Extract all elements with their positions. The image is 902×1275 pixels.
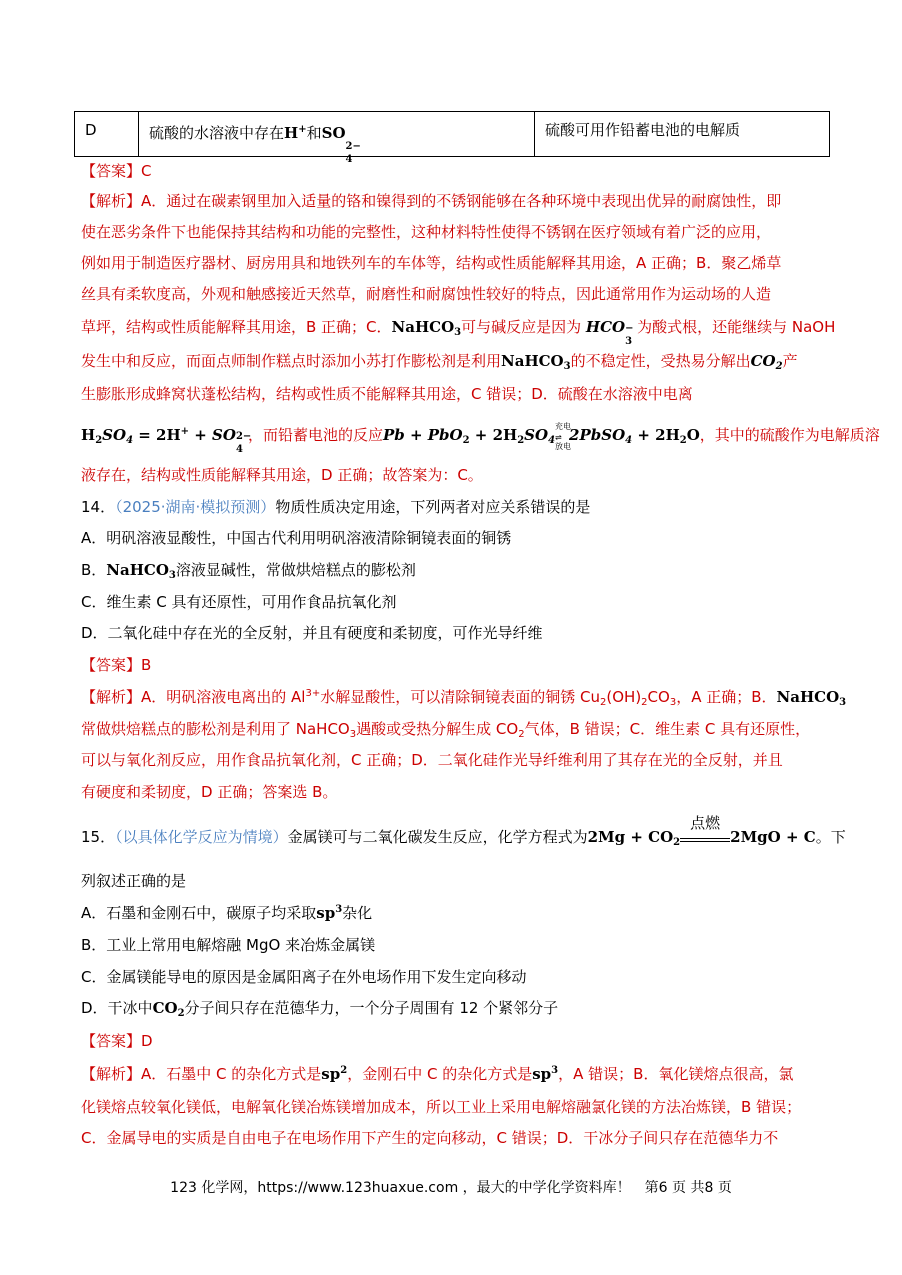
table-cell-use: 硫酸可用作铅蓄电池的电解质 [545, 121, 741, 139]
analysis-line: 化镁熔点较氧化镁低，电解氧化镁冶炼镁增加成本，所以工业上采用电解熔融氯化镁的方法冶炼镁，B 错误； [81, 1098, 802, 1116]
subscript: 2 [95, 435, 103, 446]
analysis-text: A．通过在碳素钢里加入适量的铬和镍得到的不锈钢能够在各种环境中表现出优异的耐腐蚀性，即 [141, 192, 782, 210]
analysis-line: C．金属导电的实质是自由电子在电场作用下产生的定向移动，C 错误；D．干冰分子间只存在范德华力不 [81, 1129, 779, 1147]
option-text: 溶液显碱性，常做烘焙糕点的膨松剂 [175, 561, 416, 579]
subscript: 4 [235, 444, 243, 455]
option-d [81, 997, 558, 1019]
option-text: 分子间只存在范德华力，一个分子周围有 12 个紧邻分子 [184, 999, 559, 1017]
analysis-text: 气体，B 错误；C．维生素 C 具有还原性， [524, 720, 811, 738]
question-15-stem [81, 814, 846, 848]
equation-lead-battery [382, 422, 700, 451]
subscript: 2 [641, 697, 648, 708]
option-a [81, 902, 372, 923]
question-number: 14． [81, 498, 116, 516]
question-14-stem [81, 496, 590, 517]
analysis-text: ，其中的硫酸作为电解质溶 [699, 426, 880, 444]
analysis-line [81, 1063, 793, 1084]
subscript: 4 [345, 154, 353, 165]
charge: + [180, 426, 190, 437]
charge: − [625, 323, 634, 334]
analysis-text: 的不稳定性，受热易分解出 [570, 352, 751, 370]
analysis-text: (OH) [606, 688, 642, 706]
analysis-text: ，金刚石中 C 的杂化方式是 [347, 1065, 533, 1083]
charge: 2− [235, 431, 252, 442]
formula-so4: SO [321, 124, 346, 142]
subscript: 4 [548, 435, 556, 446]
answer-line [81, 654, 151, 675]
eq-part: O [686, 426, 700, 444]
subscript: 2 [679, 435, 687, 446]
formula-sp2: sp [321, 1065, 341, 1083]
subscript: 3 [839, 697, 847, 708]
analysis-line [81, 422, 880, 455]
superscript: 3 [335, 904, 343, 915]
eq-part: SO [102, 426, 127, 444]
formula-nahco3: NaHCO [391, 318, 455, 336]
eq-part: 2Mg + CO [587, 828, 674, 846]
subscript: 2 [518, 729, 525, 740]
page-footer: 123 化学网，https://www.123huaxue.com ，最大的中学化学资料库！ 第6 页 共8 页 [170, 1180, 732, 1196]
analysis-line: 液存在，结构或性质能解释其用途，D 正确；故答案为：C。 [81, 466, 483, 484]
option-c: C．维生素 C 具有还原性，可用作食品抗氧化剂 [81, 593, 397, 611]
analysis-text: 遇酸或受热分解生成 CO [356, 720, 519, 738]
answer-value: B [141, 656, 152, 674]
subscript: 2 [177, 1008, 185, 1019]
formula-sp3: sp [316, 904, 336, 922]
condition-bottom: 放电 [555, 442, 572, 451]
question-15-stem-cont: 列叙述正确的是 [81, 872, 187, 890]
option-a: A．明矾溶液显酸性，中国古代利用明矾溶液清除铜镜表面的铜锈 [81, 529, 512, 547]
answer-line [81, 160, 152, 181]
option-label: B． [81, 561, 107, 579]
formula-hco3: HCO [585, 318, 626, 336]
question-text: 金属镁可与二氧化碳发生反应，化学方程式为 [287, 828, 588, 846]
superscript: 3 [551, 1065, 559, 1076]
analysis-text: 产 [782, 352, 798, 370]
analysis-text: ，而铅蓄电池的反应 [247, 426, 383, 444]
analysis-label: 【解析】 [81, 688, 142, 706]
subscript: 2 [462, 435, 470, 446]
subscript: 3 [669, 697, 677, 708]
analysis-line [81, 686, 846, 708]
subscript: 3 [454, 327, 462, 338]
analysis-line: 生膨胀形成蜂窝状蓬松结构，结构或性质不能解释其用途，C 错误；D．硫酸在水溶液中电离 [81, 385, 693, 403]
formula-nahco3: NaHCO [501, 352, 564, 370]
formula-nahco3: NaHCO [106, 561, 169, 579]
subscript: 3 [625, 336, 633, 347]
option-text: 杂化 [342, 904, 373, 922]
answer-value: D [141, 1032, 153, 1050]
eq-part: + SO [189, 426, 236, 444]
option-text: D．干冰中 [81, 999, 153, 1017]
answer-label: 【答案】 [81, 656, 142, 674]
analysis-line: 例如用于制造医疗器材、厨房用具和地铁列车的车体等，结构或性质能解释其用途，A 正确；B．聚乙烯草 [81, 254, 782, 272]
eq-part: 2MgO + C [730, 828, 816, 846]
analysis-text: 发生中和反应，而面点师制作糕点时添加小苏打作膨松剂是利用 [81, 352, 502, 370]
charge: 2− [345, 141, 361, 152]
analysis-text: CO [647, 688, 670, 706]
analysis-line [81, 316, 836, 347]
question-text: 物质性质决定用途，下列两者对应关系错误的是 [275, 498, 591, 516]
equals-sign [680, 838, 730, 842]
formula-sp3: sp [532, 1065, 552, 1083]
question-text: 。下 [815, 828, 846, 846]
condition-top: 点燃 [690, 814, 721, 832]
charge: 3+ [305, 688, 321, 699]
analysis-text: 水解显酸性，可以清除铜镜表面的铜锈 Cu [320, 688, 600, 706]
analysis-line [81, 190, 781, 211]
analysis-line: 有硬度和柔韧度，D 正确；答案选 B。 [81, 783, 338, 801]
analysis-label: 【解析】 [81, 192, 142, 210]
analysis-text: ，A 错误；B．氧化镁熔点很高，氯 [558, 1065, 794, 1083]
analysis-line [81, 718, 810, 740]
subscript: 2 [775, 361, 783, 372]
option-c: C．金属镁能导电的原因是金属阳离子在外电场作用下发生定向移动 [81, 968, 527, 986]
eq-part: + 2H [469, 426, 518, 444]
subscript: 3 [168, 570, 176, 581]
cell-text: 和 [306, 124, 322, 142]
analysis-line: 丝具有柔软度高，外观和触感接近天然草，耐磨性和耐腐蚀性较好的特点，因此通常用作为运动场的人造 [81, 285, 772, 303]
eq-part: = 2H [133, 426, 181, 444]
condition-top: 充电 [555, 422, 572, 431]
subscript: 3 [349, 729, 357, 740]
answer-label: 【答案】 [81, 1032, 142, 1050]
analysis-text: A．石墨中 C 的杂化方式是 [141, 1065, 322, 1083]
subscript: 3 [563, 361, 571, 372]
formula-nahco3: NaHCO [776, 688, 840, 706]
analysis-line: 可以与氧化剂反应，用作食品抗氧化剂，C 正确；D．二氧化硅作光导纤维利用了其存在光的全反射，并且 [81, 751, 783, 769]
analysis-text: 为酸式根，还能继续与 NaOH [637, 318, 836, 336]
formula-co2: CO [750, 352, 776, 370]
option-table-row [74, 111, 830, 165]
analysis-text: 可与碱反应是因为 [461, 318, 582, 336]
analysis-text: A．明矾溶液电离出的 Al [141, 688, 306, 706]
cell-text: 硫酸的水溶液中存在 [149, 124, 285, 142]
superscript: 2 [340, 1065, 348, 1076]
question-source-tag: （2025·湖南·模拟预测） [115, 498, 276, 516]
answer-value: C [141, 162, 152, 180]
option-b [81, 559, 416, 581]
analysis-line: 使在恶劣条件下也能保持其结构和功能的完整性，这种材料特性使得不锈钢在医疗领域有着广泛的应用， [81, 223, 772, 241]
charge: + [298, 124, 307, 135]
eq-part: + 2H [632, 426, 680, 444]
formula-co2: CO [152, 999, 178, 1017]
formula-h: H [284, 124, 299, 142]
subscript: 4 [126, 435, 134, 446]
subscript: 2 [673, 837, 681, 848]
eq-part: Pb + PbO [382, 426, 463, 444]
analysis-text: 草坪，结构或性质能解释其用途，B 正确；C． [81, 318, 392, 336]
eq-part: SO [524, 426, 549, 444]
table-cell-structure [139, 112, 535, 165]
eq-part: H [81, 426, 96, 444]
answer-line [81, 1030, 153, 1051]
analysis-label: 【解析】 [81, 1065, 142, 1083]
question-number: 15． [81, 828, 116, 846]
table-cell-option: D [75, 112, 139, 156]
analysis-text: ，A 正确；B． [676, 688, 777, 706]
option-d: D．二氧化硅中存在光的全反射，并且有硬度和柔韧度，可作光导纤维 [81, 624, 543, 642]
analysis-text: 常做烘焙糕点的膨松剂是利用了 NaHCO [81, 720, 350, 738]
option-b: B．工业上常用电解熔融 MgO 来冶炼金属镁 [81, 936, 376, 954]
subscript: 4 [625, 435, 633, 446]
eq-part: 2PbSO [569, 426, 626, 444]
subscript: 2 [600, 697, 607, 708]
option-text: A．石墨和金刚石中，碳原子均采取 [81, 904, 317, 922]
equation-ionization [81, 426, 252, 455]
subscript: 2 [517, 435, 525, 446]
reaction-condition [680, 814, 730, 842]
analysis-line [81, 350, 798, 372]
question-source-tag: （以具体化学反应为情境） [115, 828, 288, 846]
reaction-condition: 充电 ⇌ 放电 [555, 422, 572, 451]
answer-label: 【答案】 [81, 162, 142, 180]
